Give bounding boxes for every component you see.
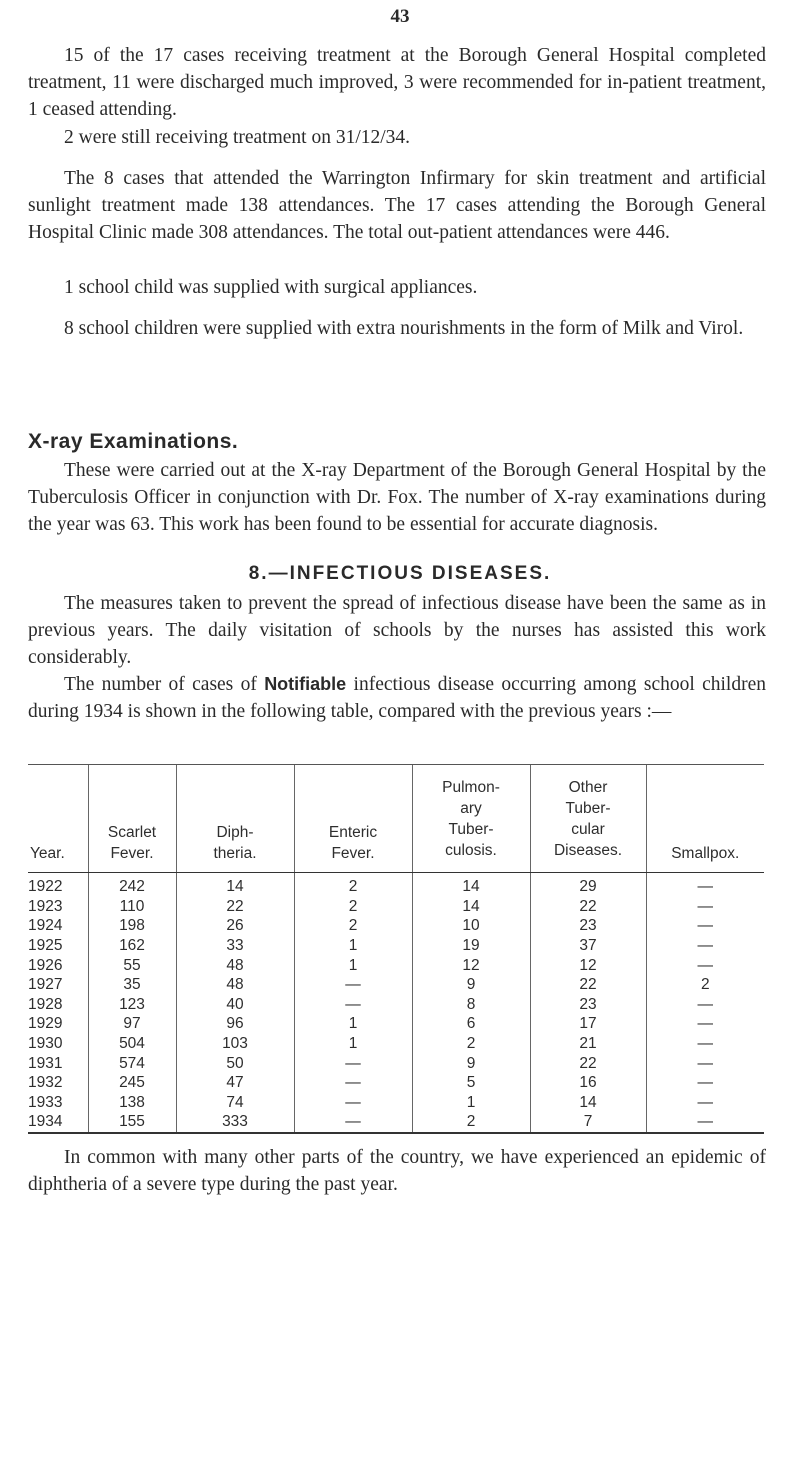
table-row: 1925 162 33 1 19 37 — (28, 936, 764, 956)
header-other-tubercular-diseases: Other Tuber- cular Diseases. (530, 765, 646, 873)
table-row: 1934 155 333 — 2 7 — (28, 1112, 764, 1133)
paragraph-closing: In common with many other parts of the country, we have experienced an epidemic of diphtheria of a severe type during the past year. (28, 1147, 766, 1195)
paragraph-still-receiving: 2 were still receiving treatment on 31/12/34. (64, 127, 411, 148)
page-number: 43 (390, 6, 410, 27)
table-row: 1923 110 22 2 14 22 — (28, 897, 764, 917)
paragraph-notifiable (28, 671, 766, 725)
header-scarlet-fever: Scarlet Fever. (88, 765, 176, 873)
notifiable-text-after: infectious disease occurring among school children during 1934 is shown in the following table, compared with the previous years :— (28, 674, 766, 722)
header-year: Year. (28, 765, 88, 873)
header-diphtheria: Diph- theria. (176, 765, 294, 873)
xray-heading: X-ray Examinations. (28, 430, 239, 453)
table-row: 1931 574 50 — 9 22 — (28, 1053, 764, 1073)
table-row: 1922 242 14 2 14 29 — (28, 873, 764, 897)
header-enteric-fever: Enteric Fever. (294, 765, 412, 873)
header-pulmonary-tuberculosis: Pulmon- ary Tuber- culosis. (412, 765, 530, 873)
notifiable-text-before: The number of cases of (64, 674, 265, 695)
paragraph-treatment-outcomes: 15 of the 17 cases receiving treatment at the Borough General Hospital completed treatment, 11 were discharged much improved, 3 were recommended for in-patient treatment, 1 ceased attending. (28, 45, 766, 120)
table-row: 1924 198 26 2 10 23 — (28, 916, 764, 936)
paragraph-xray: These were carried out at the X-ray Department of the Borough General Hospital by the Tuberculosis Officer in conjunction with Dr. Fox. The number of X-ray examinations during the year was 63. This work has been found to be essential for accurate diagnosis. (28, 460, 766, 535)
paragraph-attendances: The 8 cases that attended the Warrington Infirmary for skin treatment and artificial sunlight treatment made 138 attendances. The 17 cases attending the Borough General Hospital Clinic made 308 attendances. The total out-patient attendances were 446. (28, 168, 766, 243)
table-row: 1927 35 48 — 9 22 2 (28, 975, 764, 995)
infectious-diseases-heading: 8.—INFECTIOUS DISEASES. (248, 563, 552, 584)
infectious-disease-table (28, 764, 764, 1134)
table-row: 1930 504 103 1 2 21 — (28, 1034, 764, 1054)
table-row: 1928 123 40 — 8 23 — (28, 995, 764, 1015)
paragraph-nourishments: 8 school children were supplied with extra nourishments in the form of Milk and Virol. (64, 318, 744, 339)
header-smallpox: Smallpox. (646, 765, 764, 873)
table-row: 1932 245 47 — 5 16 — (28, 1073, 764, 1093)
table-header-row (28, 765, 764, 873)
paragraph-measures: The measures taken to prevent the spread of infectious disease have been the same as in previous years. The daily visitation of schools by the nurses has assisted this work considerably. (28, 593, 766, 668)
table-row: 1933 138 74 — 1 14 — (28, 1093, 764, 1113)
notifiable-bold: Notifiable (264, 674, 347, 694)
table-row: 1926 55 48 1 12 12 — (28, 955, 764, 975)
paragraph-surgical-appliances: 1 school child was supplied with surgical appliances. (64, 277, 478, 298)
table-row: 1929 97 96 1 6 17 — (28, 1014, 764, 1034)
